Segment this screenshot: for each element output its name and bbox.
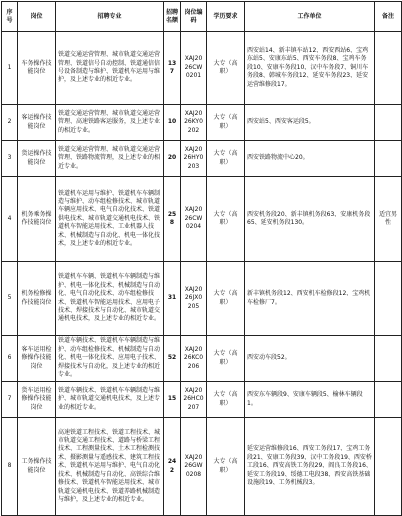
row-education: 大专（高职）: [207, 336, 245, 382]
row-seq: 6: [2, 336, 18, 382]
row-code: XAJ2026CW0201: [181, 32, 207, 105]
row-seq: 2: [2, 105, 18, 141]
row-units: 西安动车段52。: [245, 336, 375, 382]
row-seq: 3: [2, 141, 18, 177]
row-count: 20: [164, 141, 181, 177]
table-row: [2, 177, 402, 262]
row-note: [375, 336, 402, 382]
row-major: 铁道机车运用与维护、铁道机车车辆制造与维护、动车组检修技术、城市轨道车辆应用技术、电气自动化技术、铁道供电技术、城市轨道交通机电技术、铁道机车智能运用技术、工业机器人技术、机械制造与自动化、机电一体化技术，及上述专业的相近专业。: [56, 177, 164, 262]
header-code: 岗位编码: [181, 2, 207, 32]
header-position: 岗位: [18, 2, 56, 32]
row-major: 铁道交通运营管理、城市轨道交通运营管理、高速铁路客运服务，及上述专业的相近专业。: [56, 105, 164, 141]
row-code: XAJ2026HY0203: [181, 141, 207, 177]
header-seq: 序号: [2, 2, 18, 32]
row-note: [375, 418, 402, 516]
row-code: XAJ2026HC0207: [181, 382, 207, 418]
row-education: 大专（高职）: [207, 177, 245, 262]
header-major: 招聘专业: [56, 2, 164, 32]
header-units: 工作单位: [245, 2, 375, 32]
row-major: 铁道交通运营管理、城市轨道交通运营管理、铁路物流管理，及上述专业的相近专业。: [56, 141, 164, 177]
row-note: [375, 105, 402, 141]
row-note: [375, 141, 402, 177]
row-count: 242: [164, 418, 181, 516]
row-code: XAJ2026JX0205: [181, 262, 207, 336]
row-units: 西安铁路物流中心20。: [245, 141, 375, 177]
header-count: 招聘名额: [164, 2, 181, 32]
row-units: 西安东车辆段9、安康车辆段5、榆林车辆段1。: [245, 382, 375, 418]
row-education: 大专（高职）: [207, 32, 245, 105]
row-position: 客运操作技能岗位: [18, 105, 56, 141]
table-row: [2, 32, 402, 105]
row-count: 52: [164, 336, 181, 382]
table-row: [2, 418, 402, 516]
row-code: XAJ2026CW0204: [181, 177, 207, 262]
row-education: 大专（高职）: [207, 262, 245, 336]
row-note: [375, 32, 402, 105]
row-seq: 5: [2, 262, 18, 336]
row-position: 机务乘务操作技能岗位: [18, 177, 56, 262]
row-code: XAJ2026KY0202: [181, 105, 207, 141]
row-units: 西安站5、西安客运段5。: [245, 105, 375, 141]
row-count: 31: [164, 262, 181, 336]
row-major: 高速铁道工程技术、铁道工程技术、城市轨道交通工程技术、道路与桥梁工程技术、工程测量技术、土木工程检测技术、摄影测量与遥感技术、建筑工程技术、铁道机车运用与维护、电气自动化技术、机械制造与自动化、高铁综合维修技术、铁道机车智能运用技术、城市轨道交通机电技术、铁道养路机械制造与维护，及上述专业的相近专业。: [56, 418, 164, 516]
row-major: 铁道车辆技术、铁道机车车辆制造与维护、城市轨道交通机电技术，及上述专业的相近专业。: [56, 382, 164, 418]
recruitment-table: [1, 1, 402, 516]
row-units: 西安机务段20、新丰镇机务段63、安康机务段65、延安机务段130。: [245, 177, 375, 262]
row-education: 大专（高职）: [207, 382, 245, 418]
row-major: 铁道车辆技术、铁道机车车辆制造与维护、动车组检修技术、机械制造与自动化、机电一体化技术、应用电子技术、焊接技术与自动化，及上述专业的相近专业。: [56, 336, 164, 382]
row-units: 西安站14、新丰镇车站12、西安西站6、宝鸡东站5、安康东站5、西安车务段8、宝鸡车务段10、安康车务段10、汉中车务段7、铜川车务段8、韩城车务段12、延安车务段23、延安运营维修段17。: [245, 32, 375, 105]
row-code: XAJ2026KC0206: [181, 336, 207, 382]
row-education: 大专（高职）: [207, 141, 245, 177]
table-row: [2, 141, 402, 177]
row-note: [375, 262, 402, 336]
header-note: 备注: [375, 2, 402, 32]
row-position: 货运操作技能岗位: [18, 141, 56, 177]
row-count: 137: [164, 32, 181, 105]
row-position: 机务检修操作技能岗位: [18, 262, 56, 336]
row-seq: 4: [2, 177, 18, 262]
table-row: [2, 105, 402, 141]
row-seq: 1: [2, 32, 18, 105]
row-position: 货车运用检修操作技能岗位: [18, 382, 56, 418]
row-seq: 7: [2, 382, 18, 418]
row-note: 适宜男性: [375, 177, 402, 262]
table-row: [2, 382, 402, 418]
row-major: 铁道交通运营管理、城市轨道交通运营管理、铁道信号自动控制、铁道通信信号设备制造与维护、铁道机车运用与维护，及上述专业的相近专业。: [56, 32, 164, 105]
row-count: 15: [164, 382, 181, 418]
row-code: XAJ2026GW0208: [181, 418, 207, 516]
header-row: [2, 2, 402, 32]
row-units: 延安运营维修段16、西安工务段17、宝鸡工务段21、安康工务段39、汉中工务段19、西安桥工段16、西安高铁工务段29、阎良工务段16、延安工务段19、绥德工电段38、西安高铁基础设施段19、工务机械段3。: [245, 418, 375, 516]
row-note: [375, 382, 402, 418]
row-position: 客车运用检修操作技能岗位: [18, 336, 56, 382]
row-education: 大专（高职）: [207, 105, 245, 141]
row-seq: 8: [2, 418, 18, 516]
table-row: [2, 262, 402, 336]
row-count: 10: [164, 105, 181, 141]
row-count: 258: [164, 177, 181, 262]
row-units: 新丰镇机务段12、西安机车检修段12、宝鸡机车检修厂7。: [245, 262, 375, 336]
row-position: 工务操作技能岗位: [18, 418, 56, 516]
row-education: 大专（高职）: [207, 418, 245, 516]
header-education: 学历要求: [207, 2, 245, 32]
table-row: [2, 336, 402, 382]
row-major: 铁道机车车辆、铁道机车车辆制造与维护、机电一体化技术、机械制造与自动化、电气自动化技术、动车组检修技术、铁道机车智能运用技术、应用电子技术、焊接技术与自动化、城市轨道交通机电技术，及上述专业的相近专业。: [56, 262, 164, 336]
row-position: 车务操作技能岗位: [18, 32, 56, 105]
